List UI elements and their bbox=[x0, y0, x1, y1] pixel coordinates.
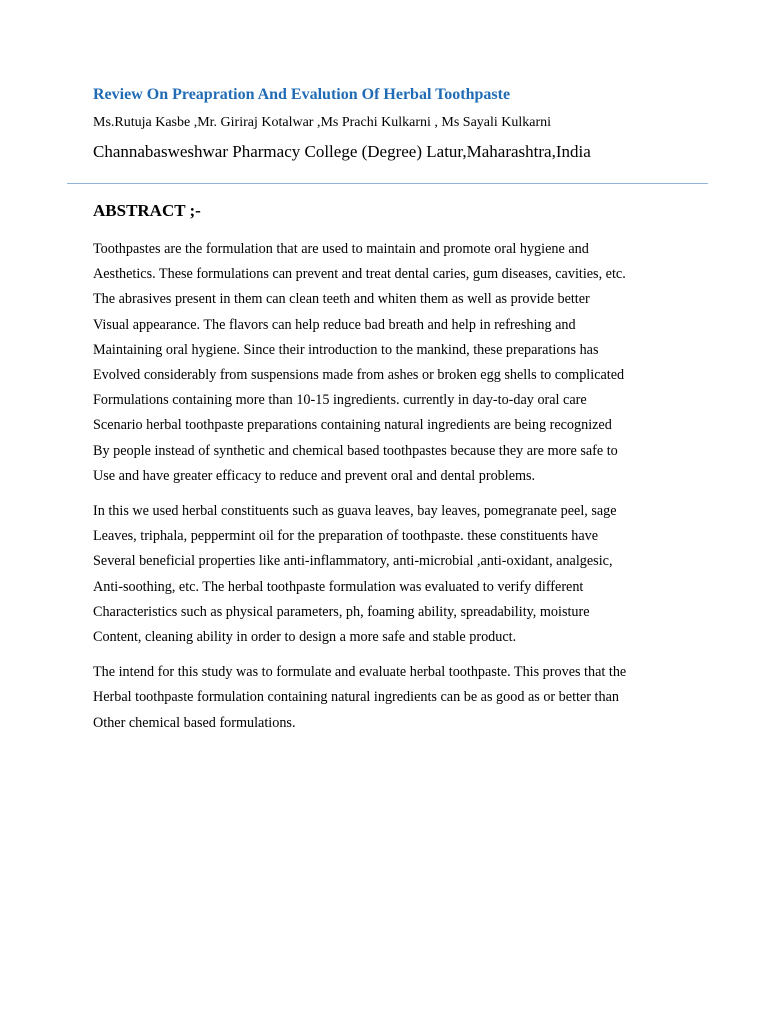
abstract-heading: ABSTRACT ;- bbox=[93, 201, 201, 220]
abstract-line: Toothpastes are the formulation that are used to maintain and promote oral hygiene and bbox=[93, 241, 589, 257]
abstract-body bbox=[93, 237, 693, 746]
abstract-line: Evolved considerably from suspensions made from ashes or broken egg shells to complicated bbox=[93, 367, 625, 384]
abstract-line: Aesthetics. These formulations can prevent and treat dental caries, gum diseases, cavities, etc. bbox=[93, 266, 626, 283]
abstract-line: Use and have greater efficacy to reduce and prevent oral and dental problems. bbox=[93, 467, 536, 484]
abstract-line: Anti-soothing, etc. The herbal toothpaste formulation was evaluated to verify different bbox=[93, 578, 584, 595]
abstract-line: Content, cleaning ability in order to design a more safe and stable product. bbox=[93, 629, 517, 646]
abstract-line: Visual appearance. The flavors can help reduce bad breath and help in refreshing and bbox=[93, 316, 576, 333]
paper-title: Review On Preapration And Evalution Of Herbal Toothpaste bbox=[93, 86, 511, 103]
abstract-paragraph bbox=[93, 237, 693, 489]
abstract-line: By people instead of synthetic and chemical based toothpastes because they are more safe to bbox=[93, 442, 618, 459]
abstract-line: Formulations containing more than 10-15 ingredients. currently in day-to-day oral care bbox=[93, 392, 587, 409]
abstract-line: The intend for this study was to formulate and evaluate herbal toothpaste. This proves that the bbox=[93, 664, 627, 681]
abstract-line: Several beneficial properties like anti-inflammatory, anti-microbial ,anti-oxidant, analgesic, bbox=[93, 553, 613, 570]
abstract-line: Maintaining oral hygiene. Since their introduction to the mankind, these preparations has bbox=[93, 341, 599, 358]
affiliation: Channabasweshwar Pharmacy College (Degree) Latur,Maharashtra,India bbox=[93, 142, 591, 161]
abstract-paragraph bbox=[93, 499, 693, 650]
abstract-paragraph bbox=[93, 660, 693, 736]
abstract-line: Leaves, triphala, peppermint oil for the preparation of toothpaste. these constituents have bbox=[93, 528, 599, 545]
abstract-line: Scenario herbal toothpaste preparations containing natural ingredients are being recognized bbox=[93, 417, 612, 434]
abstract-line: Other chemical based formulations. bbox=[93, 714, 296, 731]
header-divider bbox=[67, 183, 708, 184]
abstract-line: Characteristics such as physical parameters, ph, foaming ability, spreadability, moisture bbox=[93, 603, 590, 620]
author-list: Ms.Rutuja Kasbe ,Mr. Giriraj Kotalwar ,Ms Prachi Kulkarni , Ms Sayali Kulkarni bbox=[93, 115, 552, 130]
abstract-line: In this we used herbal constituents such as guava leaves, bay leaves, pomegranate peel, sage bbox=[93, 503, 617, 520]
abstract-line: Herbal toothpaste formulation containing natural ingredients can be as good as or better than bbox=[93, 689, 619, 706]
abstract-line: The abrasives present in them can clean teeth and whiten them as well as provide better bbox=[93, 291, 590, 308]
